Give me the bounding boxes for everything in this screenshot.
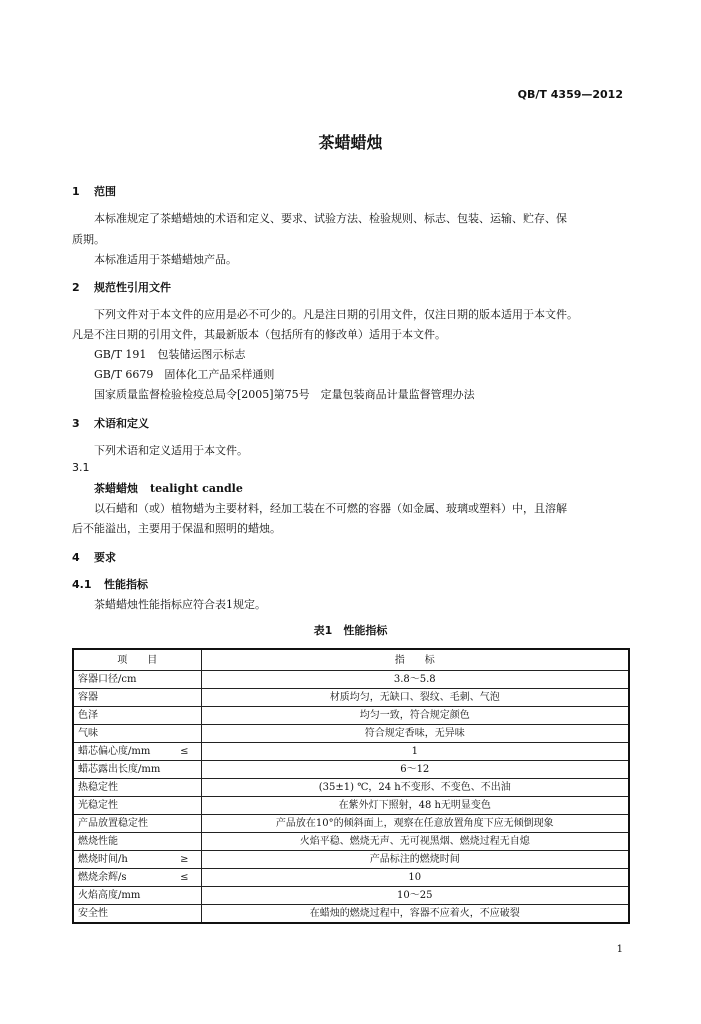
column-header-item: 项 目 — [73, 649, 201, 671]
table-row — [73, 887, 629, 905]
section-title: 范围 — [94, 185, 116, 198]
item-label: 光稳定性 — [78, 800, 118, 811]
section-title: 术语和定义 — [94, 417, 149, 430]
section-2-heading — [72, 279, 171, 295]
section-number: 2 — [72, 281, 80, 294]
value-cell: 10 — [201, 869, 629, 887]
table-row — [73, 689, 629, 707]
comparison-symbol: ≤ — [180, 746, 189, 757]
paragraph: 本标准适用于茶蜡蜡烛产品。 — [94, 253, 237, 266]
standard-number: QB/T 4359—2012 — [517, 88, 623, 101]
table-caption: 表1 性能指标 — [313, 624, 388, 637]
paragraph: 本标准规定了茶蜡蜡烛的术语和定义、要求、试验方法、检验规则、标志、包装、运输、贮存、保 — [94, 212, 567, 225]
table-header-row — [73, 649, 629, 671]
table-row — [73, 707, 629, 725]
item-label: 安全性 — [78, 908, 108, 919]
reference-item: GB/T 191 包装储运图示标志 — [94, 348, 246, 361]
item-label: 燃烧性能 — [78, 836, 118, 847]
item-cell — [73, 851, 201, 869]
section-4-heading — [72, 549, 116, 565]
column-header-value: 指 标 — [201, 649, 629, 671]
section-number: 4 — [72, 551, 80, 564]
table-row — [73, 815, 629, 833]
item-cell — [73, 887, 201, 905]
item-cell — [73, 833, 201, 851]
value-cell: 10～25 — [201, 887, 629, 905]
section-number: 1 — [72, 185, 80, 198]
value-cell: 产品标注的燃烧时间 — [201, 851, 629, 869]
value-cell: 在蜡烛的燃烧过程中，容器不应着火，不应破裂 — [201, 905, 629, 924]
value-cell: (35±1) ℃，24 h不变形、不变色、不出油 — [201, 779, 629, 797]
reference-item: 国家质量监督检验检疫总局令[2005]第75号 定量包装商品计量监督管理办法 — [94, 388, 475, 401]
item-label: 产品放置稳定性 — [78, 818, 148, 829]
item-cell — [73, 725, 201, 743]
paragraph: 质期。 — [72, 233, 105, 246]
table-row — [73, 761, 629, 779]
term-entry — [94, 480, 243, 496]
table-row — [73, 851, 629, 869]
paragraph: 茶蜡蜡烛性能指标应符合表1规定。 — [94, 598, 266, 611]
term-chinese: 茶蜡蜡烛 — [94, 482, 138, 495]
paragraph: 下列术语和定义适用于本文件。 — [94, 444, 248, 457]
page-number: 1 — [616, 944, 623, 955]
section-number: 3 — [72, 417, 80, 430]
comparison-symbol: ≥ — [180, 854, 189, 865]
value-cell: 在紫外灯下照射，48 h无明显变色 — [201, 797, 629, 815]
item-cell — [73, 815, 201, 833]
performance-table — [72, 648, 630, 924]
value-cell: 6～12 — [201, 761, 629, 779]
term-english: tealight candle — [150, 482, 243, 495]
item-label: 色泽 — [78, 710, 98, 721]
item-cell — [73, 761, 201, 779]
item-cell — [73, 707, 201, 725]
value-cell: 材质均匀，无缺口、裂纹、毛刺、气泡 — [201, 689, 629, 707]
item-cell — [73, 905, 201, 924]
item-cell — [73, 797, 201, 815]
table-row — [73, 671, 629, 689]
subsection-4-1-heading — [72, 576, 148, 592]
subsection-number: 4.1 — [72, 578, 92, 591]
value-cell: 1 — [201, 743, 629, 761]
table-row — [73, 797, 629, 815]
item-cell — [73, 671, 201, 689]
item-label: 蜡芯露出长度/mm — [78, 764, 161, 775]
item-cell — [73, 743, 201, 761]
item-label: 燃烧余辉/s — [78, 872, 127, 883]
subsection-number: 3.1 — [72, 461, 90, 474]
table-row — [73, 905, 629, 924]
section-1-heading — [72, 183, 116, 199]
value-cell: 火焰平稳、燃烧无声、无可视黑烟、燃烧过程无自熄 — [201, 833, 629, 851]
table-row — [73, 725, 629, 743]
item-label: 气味 — [78, 728, 98, 739]
table-row — [73, 869, 629, 887]
table-row — [73, 743, 629, 761]
paragraph: 下列文件对于本文件的应用是必不可少的。凡是注日期的引用文件，仅注日期的版本适用于本文件。 — [94, 308, 578, 321]
item-label: 容器 — [78, 692, 98, 703]
item-label: 蜡芯偏心度/mm — [78, 746, 151, 757]
comparison-symbol: ≤ — [180, 872, 189, 883]
value-cell: 3.8～5.8 — [201, 671, 629, 689]
value-cell: 均匀一致，符合规定颜色 — [201, 707, 629, 725]
table-row — [73, 833, 629, 851]
item-cell — [73, 779, 201, 797]
item-cell — [73, 869, 201, 887]
item-label: 火焰高度/mm — [78, 890, 141, 901]
definition: 以石蜡和（或）植物蜡为主要材料，经加工装在不可燃的容器（如金属、玻璃或塑料）中，且溶解 — [94, 502, 567, 515]
item-label: 容器口径/cm — [78, 674, 137, 685]
subsection-title: 性能指标 — [104, 578, 148, 591]
table-row — [73, 779, 629, 797]
paragraph: 凡是不注日期的引用文件，其最新版本（包括所有的修改单）适用于本文件。 — [72, 328, 446, 341]
section-title: 规范性引用文件 — [94, 281, 171, 294]
definition: 后不能溢出，主要用于保温和照明的蜡烛。 — [72, 522, 281, 535]
value-cell: 符合规定香味，无异味 — [201, 725, 629, 743]
document-title: 茶蜡蜡烛 — [318, 133, 383, 152]
section-title: 要求 — [94, 551, 116, 564]
reference-item: GB/T 6679 固体化工产品采样通则 — [94, 368, 275, 381]
value-cell: 产品放在10°的倾斜面上，观察在任意放置角度下应无倾倒现象 — [201, 815, 629, 833]
item-label: 热稳定性 — [78, 782, 118, 793]
item-label: 燃烧时间/h — [78, 854, 128, 865]
item-cell — [73, 689, 201, 707]
section-3-heading — [72, 415, 149, 431]
